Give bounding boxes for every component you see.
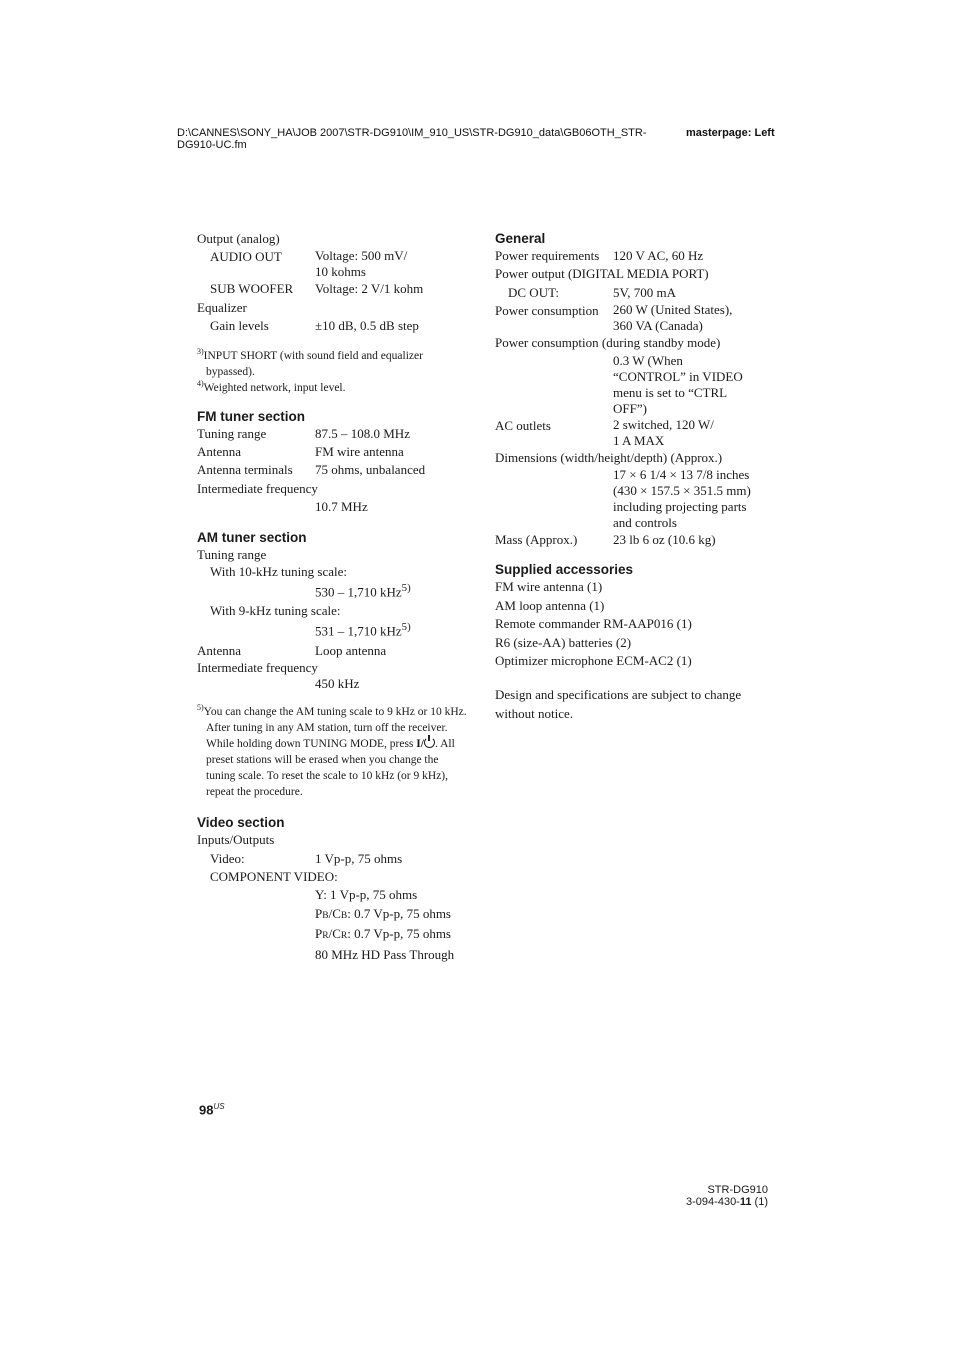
section-title-general: General bbox=[495, 231, 546, 246]
model-number: STR-DG910 bbox=[707, 1184, 768, 1196]
component-y-value: Y: 1 Vp-p, 75 ohms bbox=[315, 887, 418, 903]
spec-value: ±10 dB, 0.5 dB step bbox=[315, 318, 419, 334]
file-path-header: D:\CANNES\SONY_HA\JOB 2007\STR-DG910\IM_910_US\STR-DG910_data\GB06OTH_STR-DG910-UC.fm bbox=[177, 127, 647, 151]
fm-if-label: Intermediate frequency bbox=[197, 480, 318, 496]
spec-value: 75 ohms, unbalanced bbox=[315, 462, 426, 478]
supplied-accessories-list bbox=[495, 578, 775, 670]
section-title-video: Video section bbox=[197, 815, 285, 831]
spec-value: 360 VA (Canada) bbox=[613, 318, 703, 334]
spec-value: Voltage: 2 V/1 kohm bbox=[315, 281, 424, 297]
am-tuning-range-label: Tuning range bbox=[197, 546, 267, 562]
spec-label: Antenna bbox=[197, 444, 242, 460]
spec-value: 10 kohms bbox=[315, 264, 366, 280]
spec-row-fm bbox=[197, 425, 467, 443]
right-column bbox=[495, 230, 775, 723]
masterpage-label: masterpage: Left bbox=[686, 127, 775, 139]
spec-label: Gain levels bbox=[210, 318, 269, 334]
spec-label: DC OUT: bbox=[508, 284, 559, 300]
spec-row-sub-woofer bbox=[197, 280, 467, 298]
spec-row-power-consumption bbox=[495, 302, 775, 334]
spec-label: Antenna terminals bbox=[197, 462, 293, 478]
part-number: 3-094-430-11 (1) bbox=[686, 1196, 768, 1208]
spec-value: Voltage: 500 mV/ bbox=[315, 248, 408, 264]
spec-label: Antenna bbox=[197, 642, 242, 658]
list-item: R6 (size-AA) batteries (2) bbox=[495, 634, 632, 650]
spec-value: 87.5 – 108.0 MHz bbox=[315, 425, 410, 441]
spec-value: 260 W (United States), bbox=[613, 302, 733, 318]
component-video-label: COMPONENT VIDEO: bbox=[210, 868, 338, 884]
section-title-am-tuner: AM tuner section bbox=[197, 529, 307, 545]
list-item: AM loop antenna (1) bbox=[495, 597, 605, 613]
am-10k-label: With 10-kHz tuning scale: bbox=[210, 564, 348, 580]
spec-row-fm bbox=[197, 443, 467, 461]
spec-value: 1 A MAX bbox=[613, 432, 665, 448]
design-note: Design and specifications are subject to change without notice. bbox=[495, 687, 742, 721]
list-item: FM wire antenna (1) bbox=[495, 579, 603, 595]
spec-label: Tuning range bbox=[197, 425, 267, 441]
dimensions-label: Dimensions (width/height/depth) (Approx.) bbox=[495, 449, 723, 465]
left-column bbox=[197, 230, 467, 964]
spec-value: 23 lb 6 oz (10.6 kg) bbox=[613, 532, 716, 548]
fm-tuner-rows bbox=[197, 425, 467, 480]
spec-row-audio-out bbox=[197, 248, 467, 280]
component-hd-value: 80 MHz HD Pass Through bbox=[315, 946, 455, 962]
am-9k-label: With 9-kHz tuning scale: bbox=[210, 603, 341, 619]
spec-value: 2 switched, 120 W/ bbox=[613, 416, 714, 432]
spec-row-fm bbox=[197, 461, 467, 479]
output-analog-label: Output (analog) bbox=[197, 231, 280, 246]
footnote-4: $^{4)}$Weighted network, input level. bbox=[197, 378, 346, 394]
footer-model-code bbox=[683, 1184, 768, 1208]
spec-value: 1 Vp-p, 75 ohms bbox=[315, 850, 403, 866]
am-if-label: Intermediate frequency bbox=[197, 660, 318, 676]
standby-label: Power consumption (during standby mode) bbox=[495, 335, 721, 351]
spec-value: 120 V AC, 60 Hz bbox=[613, 248, 704, 263]
section-title-fm-tuner: FM tuner section bbox=[197, 408, 306, 424]
am-10k-value: 530 – 1,710 kHz$^{5)}$ bbox=[315, 582, 411, 600]
component-pb-value: PB/CB: 0.7 Vp-p, 75 ohms bbox=[315, 905, 451, 921]
spec-row-gain-levels bbox=[197, 317, 467, 335]
fm-if-value: 10.7 MHz bbox=[315, 499, 368, 515]
dimensions-value: 17 × 6 1/4 × 13 7/8 inches (430 × 157.5 × 351.5 mm) including projecting parts and controls bbox=[613, 467, 751, 531]
spec-row-power-requirements bbox=[495, 247, 775, 265]
am-if-value: 450 kHz bbox=[315, 676, 360, 692]
standby-value: 0.3 W (When “CONTROL” in VIDEO menu is set to “CTRL OFF”) bbox=[613, 352, 743, 416]
spec-label: Mass (Approx.) bbox=[495, 532, 578, 548]
spec-label: AC outlets bbox=[495, 417, 551, 433]
spec-label: Power requirements bbox=[495, 248, 600, 263]
power-output-label: Power output (DIGITAL MEDIA PORT) bbox=[495, 266, 709, 282]
power-icon bbox=[424, 737, 435, 748]
list-item: Optimizer microphone ECM-AC2 (1) bbox=[495, 653, 692, 669]
footnote-5: $^{5)}$You can change the AM tuning scale to 9 kHz or 10 kHz. After tuning in any AM station, turn off the receiver. While holding down TUNING MODE, press I/ . All preset stations will be erased when you change the tuning scale. To reset the scale to 10 kHz (or 9 kHz), repeat the procedure. bbox=[197, 703, 467, 799]
spec-row-video bbox=[197, 850, 467, 868]
spec-label: Power consumption bbox=[495, 303, 599, 319]
spec-row-ac-outlets bbox=[495, 417, 775, 449]
spec-row-dc-out bbox=[495, 284, 775, 302]
list-item: Remote commander RM-AAP016 (1) bbox=[495, 616, 692, 632]
spec-label: Video: bbox=[210, 850, 245, 866]
spec-value: 5V, 700 mA bbox=[613, 284, 676, 300]
footnote-3: $^{3)}$INPUT SHORT (with sound field and equalizer bypassed). bbox=[197, 346, 423, 378]
spec-value: FM wire antenna bbox=[315, 444, 404, 460]
video-io-label: Inputs/Outputs bbox=[197, 832, 275, 848]
spec-row-mass bbox=[495, 531, 775, 549]
spec-label: SUB WOOFER bbox=[210, 281, 294, 297]
equalizer-label: Equalizer bbox=[197, 299, 247, 315]
am-9k-value: 531 – 1,710 kHz$^{5)}$ bbox=[315, 621, 411, 639]
component-pr-value: PR/CR: 0.7 Vp-p, 75 ohms bbox=[315, 926, 451, 942]
spec-row-am-antenna bbox=[197, 642, 467, 660]
section-title-supplied-accessories: Supplied accessories bbox=[495, 562, 634, 578]
spec-label: AUDIO OUT bbox=[210, 249, 282, 265]
page-number: $98^{US}$ bbox=[199, 1102, 225, 1118]
spec-value: Loop antenna bbox=[315, 642, 387, 658]
